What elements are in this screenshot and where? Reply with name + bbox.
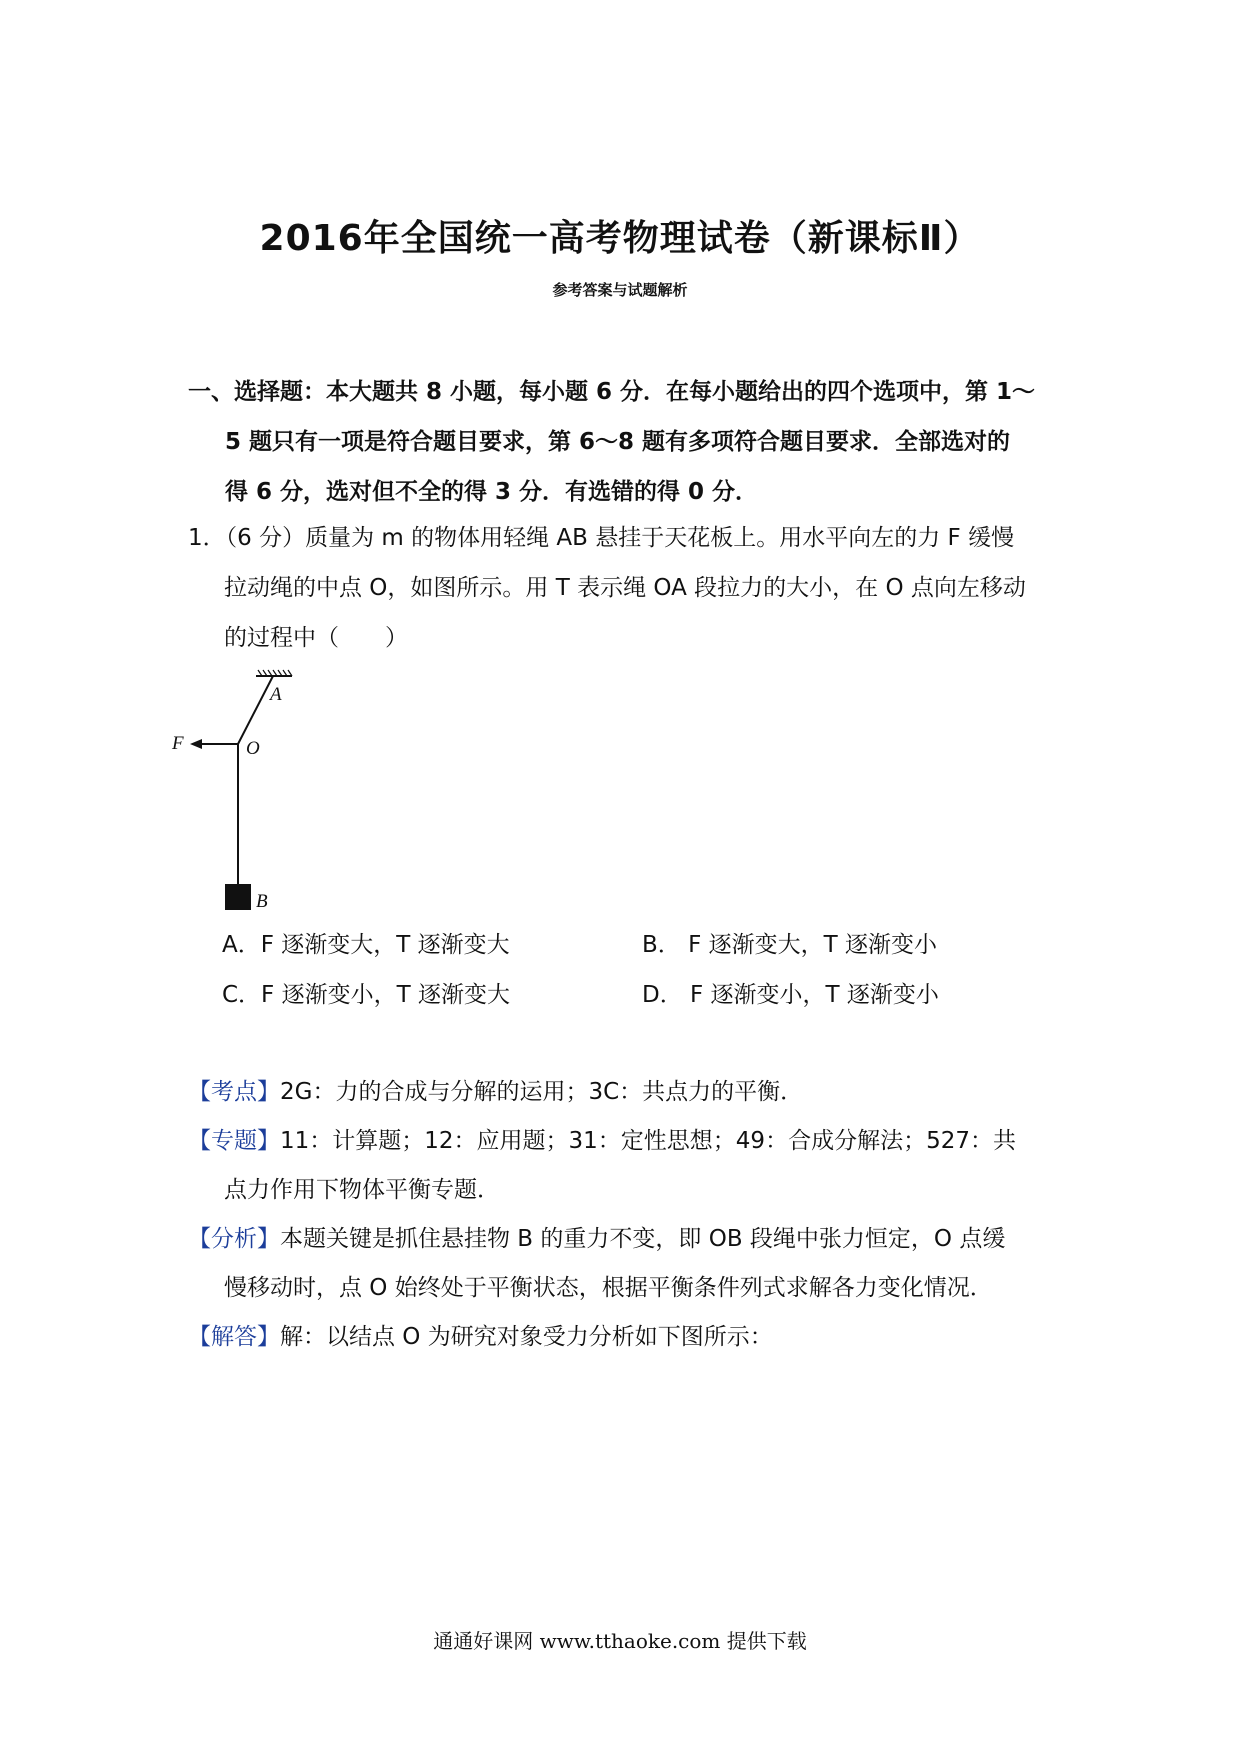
label-f: F: [172, 733, 184, 754]
hanging-block: [225, 884, 251, 910]
fenxi-line-2: 慢移动时，点 O 始终处于平衡状态，根据平衡条件列式求解各力变化情况．: [224, 1275, 993, 1301]
section-heading-line-3: 得 6 分，选对但不全的得 3 分．有选错的得 0 分．: [225, 479, 759, 505]
option-c: C．F 逐渐变小，T 逐渐变大: [222, 982, 510, 1008]
page-footer: 通通好课网 www.tthaoke.com 提供下载: [433, 1629, 807, 1653]
jieda-tag: 【解答】: [188, 1324, 280, 1350]
label-o: O: [246, 738, 260, 759]
zhuanti-tag: 【专题】: [188, 1128, 280, 1154]
page-subtitle: 参考答案与试题解析: [552, 281, 688, 299]
force-arrow-head: [190, 739, 202, 749]
options-row-2: [222, 970, 1062, 1020]
answer-analysis: [188, 1068, 1068, 1362]
question-1-figure: [172, 660, 350, 920]
option-d: D． F 逐渐变小，T 逐渐变小: [642, 982, 939, 1008]
option-b: B． F 逐渐变大，T 逐渐变小: [642, 932, 937, 958]
question-1-line-2: 拉动绳的中点 O，如图所示。用 T 表示绳 OA 段拉力的大小，在 O 点向左移动: [224, 575, 1026, 601]
option-a: A．F 逐渐变大，T 逐渐变大: [222, 932, 510, 958]
label-b: B: [256, 891, 268, 912]
zhuanti-text-1: 11：计算题；12：应用题；31：定性思想；49：合成分解法；527：共: [280, 1128, 1016, 1154]
question-1-line-3: 的过程中（ ）: [224, 625, 408, 651]
page-title: 2016年全国统一高考物理试卷（新课标Ⅱ）: [259, 218, 981, 259]
fenxi-line-1: [188, 1215, 1068, 1264]
kaodian-text: 2G：力的合成与分解的运用；3C：共点力的平衡．: [280, 1079, 804, 1105]
jieda-text: 解：以结点 O 为研究对象受力分析如下图所示：: [280, 1324, 773, 1350]
kaodian-line: [188, 1068, 1068, 1117]
options-row-1: [222, 920, 1062, 970]
question-1-options: [222, 920, 1062, 1020]
question-1-stem: [188, 513, 1068, 663]
label-a: A: [270, 684, 282, 705]
section-heading: [188, 367, 1068, 517]
zhuanti-line-1: [188, 1117, 1068, 1166]
fenxi-tag: 【分析】: [188, 1226, 280, 1252]
jieda-line: [188, 1313, 1068, 1362]
zhuanti-line-2: 点力作用下物体平衡专题．: [224, 1177, 500, 1203]
question-1-line-1: 1．（6 分）质量为 m 的物体用轻绳 AB 悬挂于天花板上。用水平向左的力 F 缓慢: [188, 525, 1015, 551]
section-heading-line-1: 一、选择题：本大题共 8 小题，每小题 6 分．在每小题给出的四个选项中，第 1～: [188, 379, 1036, 405]
fenxi-text-1: 本题关键是抓住悬挂物 B 的重力不变，即 OB 段绳中张力恒定，O 点缓: [280, 1226, 1006, 1252]
rope-oa: [238, 676, 273, 744]
kaodian-tag: 【考点】: [188, 1079, 280, 1105]
section-heading-line-2: 5 题只有一项是符合题目要求，第 6～8 题有多项符合题目要求．全部选对的: [225, 429, 1011, 455]
